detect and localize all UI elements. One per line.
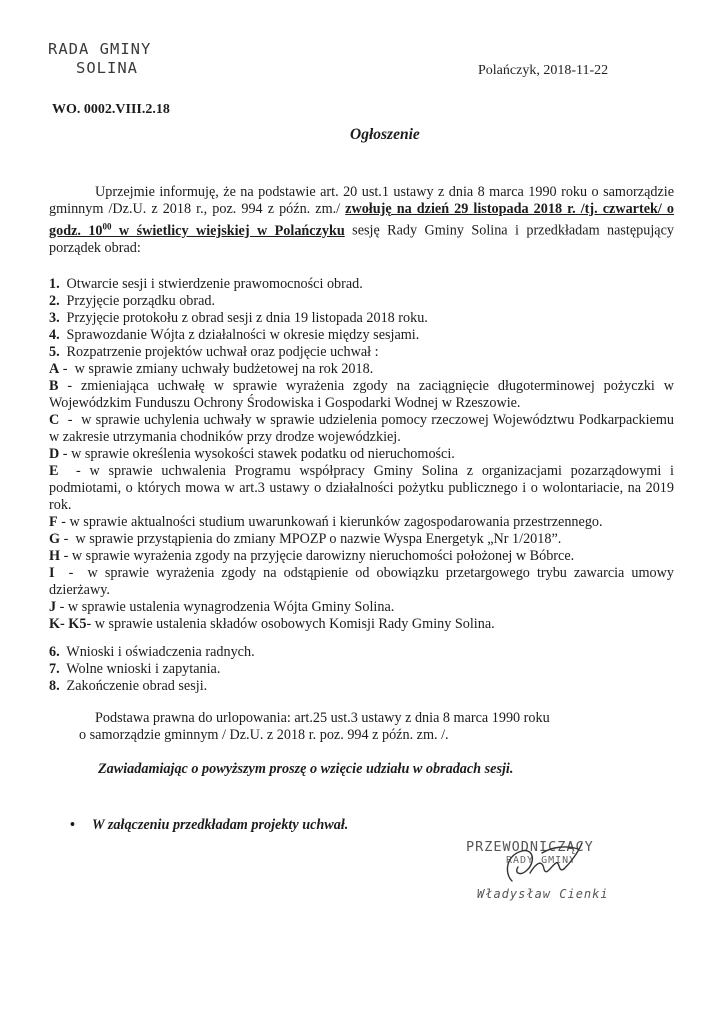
place-and-date: Polańczyk, 2018-11-22 bbox=[478, 63, 609, 78]
agenda-item bbox=[49, 661, 674, 678]
agenda-item-number: 5. bbox=[49, 343, 60, 360]
legal-basis-line2: o samorządzie gminnym / Dz.U. z 2018 r. poz. 994 z późn. zm. /. bbox=[79, 726, 449, 743]
resolution-item bbox=[49, 514, 674, 531]
resolution-key: B bbox=[49, 377, 59, 394]
bullet-icon: • bbox=[70, 817, 75, 833]
resolution-key: I bbox=[49, 564, 55, 581]
intro-part2: sesję Rady Gminy Solina i przedkładam następujący porządek obrad: bbox=[49, 222, 674, 256]
resolution-key: K- K5 bbox=[49, 615, 87, 632]
resolution-sep: - bbox=[58, 377, 81, 394]
resolution-text: zmieniająca uchwałę w sprawie wyrażenia zgody na zaciągnięcie długoterminowej pożyczki w Wojewódzkim Funduszu Ochrony Środowiska i Gospodarki Wodnej w Rzeszowie. bbox=[49, 377, 674, 411]
resolution-text: w sprawie aktualności studium uwarunkowań i kierunków zagospodarowania przestrzennego. bbox=[69, 513, 603, 530]
intro-part1: Uprzejmie informuję, że na podstawie art. 20 ust.1 ustawy z dnia 8 marca 1990 roku o samorządzie gminnym /Dz.U. z 2018 r., poz. 994 z późn. zm./ bbox=[49, 184, 674, 217]
agenda-item bbox=[49, 644, 674, 661]
resolution-text: w sprawie uchwalenia Programu współpracy Gminy Solina z organizacjami pozarządowymi i podmiotami, o których mowa w art.3 ustawy o działalności pożytku publicznego i o wolontariacie, na 2019 rok. bbox=[49, 462, 674, 513]
resolution-text: w sprawie wyrażenia zgody na przyjęcie darowizny nieruchomości położonej w Bóbrce. bbox=[71, 547, 575, 564]
agenda-item-text: Wolne wnioski i zapytania. bbox=[66, 660, 221, 677]
resolution-key: J bbox=[49, 598, 57, 615]
resolution-item bbox=[49, 531, 674, 548]
agenda-item bbox=[49, 276, 674, 293]
resolution-key: D bbox=[49, 445, 60, 462]
resolution-item bbox=[49, 548, 674, 565]
attachment-note bbox=[70, 817, 348, 834]
agenda-item bbox=[49, 344, 674, 361]
resolution-key: G bbox=[49, 530, 61, 547]
resolution-item bbox=[49, 361, 674, 378]
org-name-line1: RADA GMINY bbox=[48, 40, 152, 58]
resolution-sep: - bbox=[59, 360, 75, 377]
agenda-item bbox=[49, 327, 674, 344]
resolution-sep: - bbox=[58, 462, 90, 479]
resolution-item bbox=[49, 378, 674, 412]
resolution-item bbox=[49, 616, 674, 633]
legal-basis bbox=[49, 710, 674, 744]
resolution-key: H bbox=[49, 547, 61, 564]
agenda-item-text: Sprawozdanie Wójta z działalności w okresie między sesjami. bbox=[66, 326, 420, 343]
agenda-item bbox=[49, 678, 674, 695]
resolution-sep: - bbox=[57, 513, 70, 530]
session-time-minutes: 00 bbox=[102, 221, 112, 231]
agenda-item-text: Przyjęcie porządku obrad. bbox=[66, 292, 216, 309]
resolution-key: E bbox=[49, 462, 59, 479]
resolution-sep: - bbox=[60, 547, 72, 564]
resolution-sep: - bbox=[56, 598, 68, 615]
org-name-line2: SOLINA bbox=[76, 59, 138, 77]
resolution-item bbox=[49, 412, 674, 446]
agenda-spacer bbox=[49, 633, 674, 644]
resolution-sep: - bbox=[60, 530, 76, 547]
session-place-text: w świetlicy wiejskiej w Polańczyku bbox=[111, 222, 345, 239]
agenda-item-number: 3. bbox=[49, 309, 60, 326]
reference-number: WO. 0002.VIII.2.18 bbox=[52, 102, 170, 117]
resolution-item bbox=[49, 565, 674, 599]
resolution-item bbox=[49, 446, 674, 463]
resolution-text: w sprawie zmiany uchwały budżetowej na rok 2018. bbox=[74, 360, 374, 377]
agenda-item-text: Wnioski i oświadczenia radnych. bbox=[66, 643, 255, 660]
resolution-key: C bbox=[49, 411, 60, 428]
resolution-text: w sprawie wyrażenia zgody na odstąpienie od obowiązku przetargowego trybu zawarcia umowy dzierżawy. bbox=[49, 564, 674, 598]
legal-basis-line1: Podstawa prawna do urlopowania: art.25 ust.3 ustawy z dnia 8 marca 1990 roku bbox=[95, 709, 550, 726]
attendance-notice: Zawiadamiając o powyższym proszę o wzięcie udziału w obradach sesji. bbox=[98, 761, 514, 777]
resolution-text: w sprawie określenia wysokości stawek podatku od nieruchomości. bbox=[71, 445, 455, 462]
resolution-sep: - bbox=[59, 411, 82, 428]
resolution-item bbox=[49, 599, 674, 616]
resolution-key: A bbox=[49, 360, 60, 377]
agenda-list bbox=[49, 276, 674, 695]
agenda-item-number: 8. bbox=[49, 677, 60, 694]
organization-stamp bbox=[48, 40, 208, 78]
agenda-item bbox=[49, 293, 674, 310]
agenda-item-text: Otwarcie sesji i stwierdzenie prawomocności obrad. bbox=[66, 275, 363, 292]
agenda-item-text: Rozpatrzenie projektów uchwał oraz podjęcie uchwał : bbox=[66, 343, 379, 360]
agenda-item-number: 6. bbox=[49, 643, 60, 660]
attachment-text: W załączeniu przedkładam projekty uchwał. bbox=[92, 817, 349, 833]
resolution-text: w sprawie uchylenia uchwały w sprawie udzielenia pomocy rzeczowej Województwu Podkarpackiemu w zakresie utrzymania chodników przy drodze wojewódzkiej. bbox=[49, 411, 674, 445]
stamp-title: PRZEWODNICZĄCY bbox=[466, 839, 594, 855]
agenda-item-number: 2. bbox=[49, 292, 60, 309]
stamp-subtitle: RADY GMINY bbox=[506, 855, 577, 866]
agenda-item-number: 4. bbox=[49, 326, 60, 343]
resolution-sep: - bbox=[54, 564, 88, 581]
session-date-text: zwołuję na dzień 29 listopada 2018 r. /tj. czwartek/ o godz. 10 bbox=[49, 201, 674, 239]
handwritten-signature bbox=[482, 833, 602, 893]
document-body bbox=[49, 184, 674, 744]
agenda-item bbox=[49, 310, 674, 327]
resolution-sep: - bbox=[59, 445, 72, 462]
agenda-item-number: 1. bbox=[49, 275, 60, 292]
signer-name: Władysław Cienki bbox=[477, 887, 609, 901]
chairman-stamp bbox=[462, 833, 642, 923]
resolution-item bbox=[49, 463, 674, 514]
intro-paragraph bbox=[49, 184, 674, 257]
resolution-key: F bbox=[49, 513, 58, 530]
resolution-text: w sprawie przystąpienia do zmiany MPOZP o nazwie Wyspa Energetyk „Nr 1/2018”. bbox=[75, 530, 562, 547]
agenda-item-text: Zakończenie obrad sesji. bbox=[66, 677, 208, 694]
resolution-text: w sprawie ustalenia wynagrodzenia Wójta Gminy Solina. bbox=[67, 598, 395, 615]
resolution-text: w sprawie ustalenia składów osobowych Komisji Rady Gminy Solina. bbox=[94, 615, 495, 632]
resolution-sep: - bbox=[86, 615, 95, 632]
agenda-item-text: Przyjęcie protokołu z obrad sesji z dnia 19 listopada 2018 roku. bbox=[66, 309, 428, 326]
document-title: Ogłoszenie bbox=[350, 126, 420, 143]
agenda-item-number: 7. bbox=[49, 660, 60, 677]
